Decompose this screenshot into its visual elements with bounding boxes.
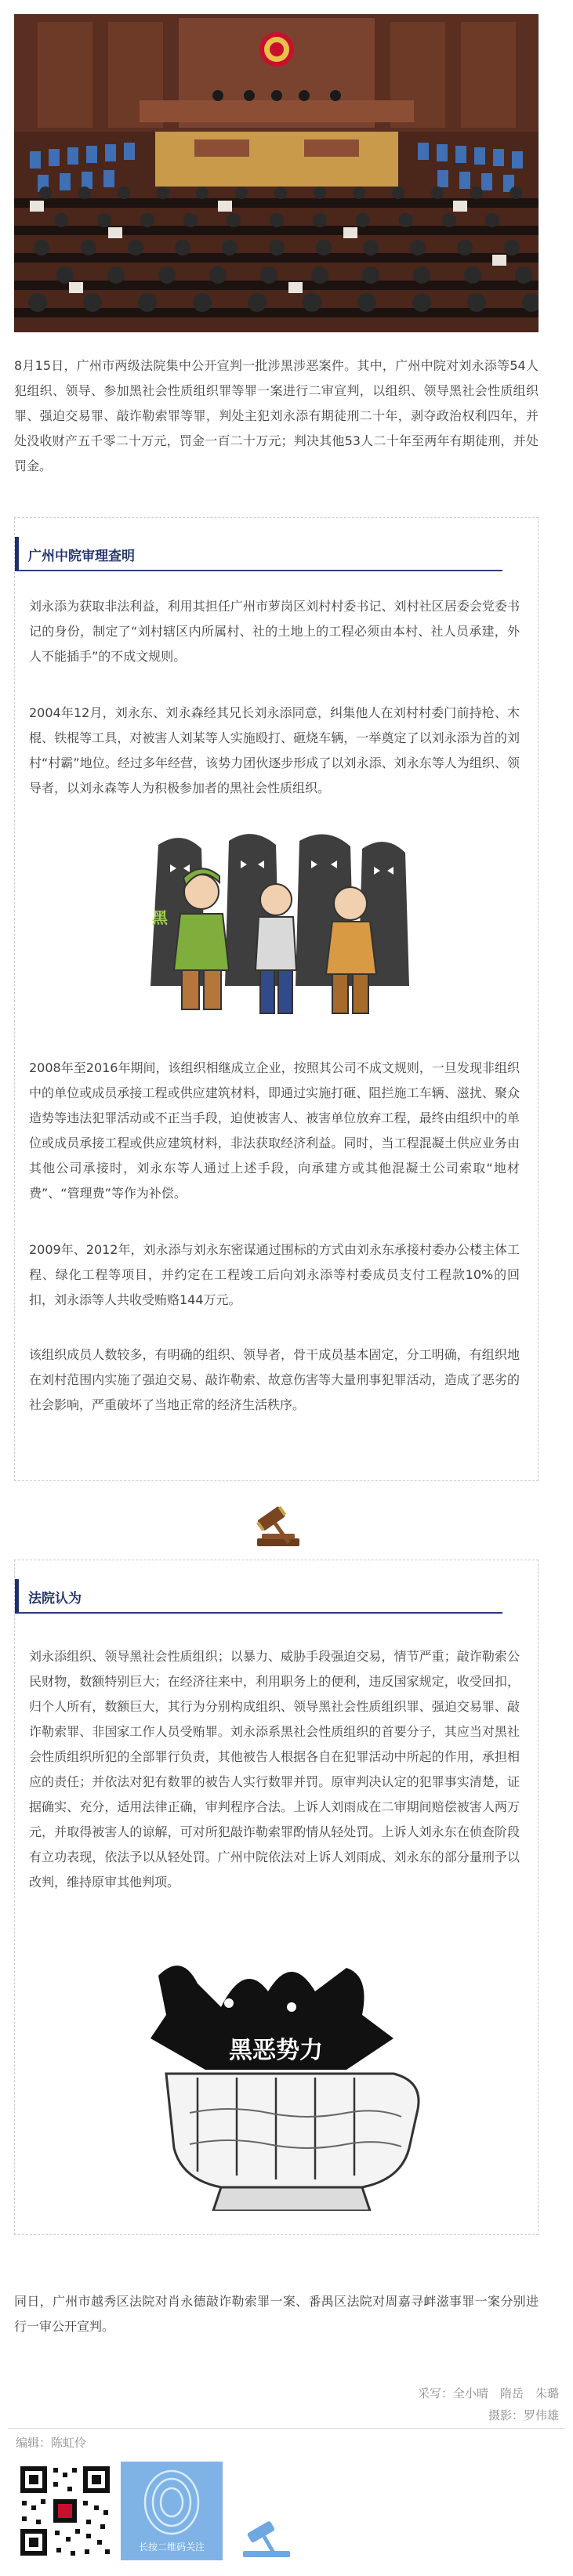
- intro-paragraph: 8月15日，广州市两级法院集中公开宣判一批涉黑涉恶案件。其中，广州中院对刘永添等54人犯组织、领导、参加黑社会性质组织罪等罪一案进行二审宣判，以组织、领导黑社会性质组织罪、强迫交易罪、敲诈勒索罪等罪，判处主犯刘永添有期徒刑二十年，剥夺政治权利四年，并处没收财产五千零二十万元，罚金一百二十万元；判决其他53人二十年至两年有期徒刑，并处罚金。: [14, 358, 539, 473]
- findings-paragraph-2: 2004年12月，刘永东、刘永森经其兄长刘永添同意，纠集他人在刘村村委门前持枪、木棍、铁棍等工具，对被害人刘某等人实施殴打、砸烧车辆，一举奠定了以刘永添为首的刘村“村霸”地位。经过多年经营，该势力团伙逐步形成了以刘永添、刘永东等人为组织、领导者，以刘永森等人为积极参加者的黑社会性质组织。: [29, 705, 520, 795]
- qr-caption: 长按二维码关注: [138, 2542, 205, 2552]
- court-opinion-paragraph: 刘永添组织、领导黑社会性质组织；以暴力、威胁手段强迫交易，情节严重；敲诈勒索公民财物，数额特别巨大；在经济往来中，利用职务上的便利，违反国家规定，收受回扣，归个人所有，数额巨大，其行为分别构成组织、领导黑社会性质组织罪、强迫交易罪、敲诈勒索罪、非国家工作人员受贿罪。刘永添系黑社会性质组织的首要分子，其应当对黑社会性质组织所犯的全部罪行负责，其他被告人根据各自在犯罪活动中所起的作用，承担相应的责任；并依法对犯有数罪的被告人实行数罪并罚。原审判决认定的犯罪事实清楚，证据确实、充分，适用法律正确，审判程序合法。上诉人刘雨成在二审期间赔偿被害人两万元，并取得被害人的谅解，可对所犯敲诈勒索罪酌情从轻处罚。上诉人刘永东在侦查阶段有立功表现，依法予以从轻处罚。广州中院依法对上诉人刘雨成、刘永东的部分量刑予以改判，维持原审其他判项。: [29, 1649, 520, 1889]
- gavel-icon: [251, 1501, 306, 1549]
- reporter-credit: 采写：全小晴 隋岳 朱璐: [417, 2386, 559, 2400]
- courtroom-photo: [14, 14, 539, 332]
- cartoon-sign-char-1: 黑: [152, 908, 168, 927]
- scan-hint-panel: [121, 2462, 223, 2560]
- cartoon-crush-evil-illustration: [111, 1944, 448, 2211]
- photographer-credit: 摄影：罗伟雄: [488, 2408, 559, 2422]
- footer-banner: [16, 2457, 557, 2567]
- section-findings: [14, 517, 539, 1481]
- findings-paragraph-3: 2008年至2016年期间，该组织相继成立企业，按照其公司不成文规则，一旦发现非组织中的单位或成员承接工程或供应建筑材料，即通过实施打砸、阻拦施工车辆、滋扰、聚众造势等违法犯罪活动或不正当手段，迫使被害人、被害单位放弃工程，最终由组织中的单位或成员承接工程或供应建筑材料，非法获取经济利益。同时，当工程混凝土供应业务由其他公司承接时，刘永东等人通过上述手段，向承建方或其他混凝土公司索取“地材费”、“管理费”等作为补偿。: [29, 1060, 520, 1201]
- footer-gavel-icon: [235, 2520, 298, 2559]
- findings-paragraph-4: 2009年、2012年，刘永添与刘永东密谋通过围标的方式由刘永东承接村委办公楼主体工程、绿化工程等项目，并约定在工程竣工后向刘永添等村委成员支付工程款10%的回扣，刘永添等人共收受贿赂144万元。: [29, 1242, 520, 1307]
- footer-divider: [8, 2428, 565, 2429]
- findings-paragraph-5: 该组织成员人数较多，有明确的组织、领导者，骨干成员基本固定，分工明确，有组织地在刘村范围内实施了强迫交易、敲诈勒索、故意伤害等大量刑事犯罪活动，造成了恶劣的社会影响，严重破坏了当地正常的经济生活秩序。: [29, 1347, 520, 1412]
- outro-paragraph: 同日，广州市越秀区法院对肖永德敲诈勒索罪一案、番禺区法院对周嘉寻衅滋事罪一案分别进行一审公开宣判。: [14, 2294, 539, 2334]
- section-findings-header: [15, 537, 502, 571]
- qr-code[interactable]: [16, 2462, 114, 2560]
- findings-paragraph-1: 刘永添为获取非法利益，利用其担任广州市萝岗区刘村村委书记、刘村社区居委会党委书记的身份，制定了“刘村辖区内所属村、社的土地上的工程必须由本村、社人员承建，外人不能插手”的不成文规则。: [29, 599, 520, 664]
- cartoon-gang-illustration: [127, 829, 425, 1027]
- section-court-opinion-header: [15, 1579, 502, 1614]
- section-findings-title: 广州中院审理查明: [28, 549, 135, 564]
- section-court-opinion: [14, 1560, 539, 2235]
- editor-credit: 编辑：陈虹伶: [16, 2436, 87, 2450]
- section-court-opinion-title: 法院认为: [28, 1591, 82, 1607]
- cartoon-crush-evil-label: 黑恶势力: [229, 2037, 323, 2064]
